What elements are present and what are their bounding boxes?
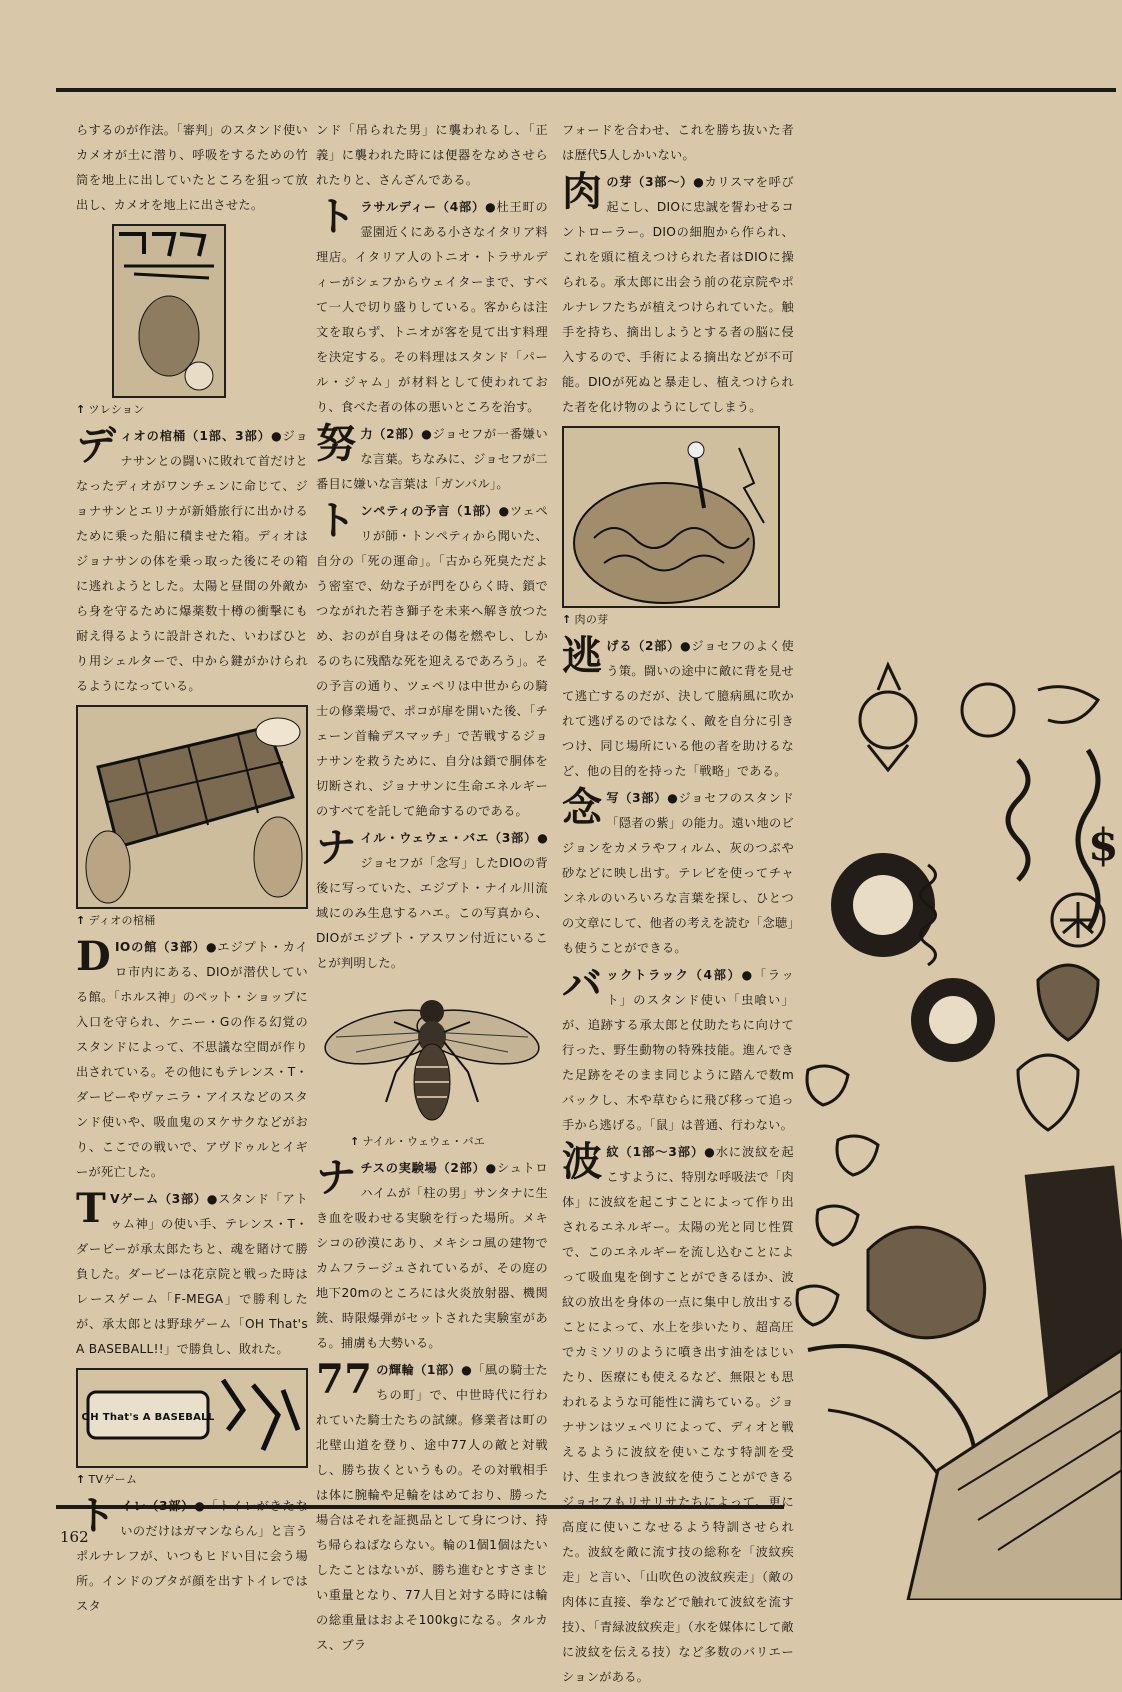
entry-heading: イル・ウェウェ・バエ（3部）● — [360, 831, 548, 845]
column-1 — [76, 118, 308, 1621]
entry-heading: 写（3部）● — [606, 791, 679, 805]
entry-tv-game — [76, 1187, 308, 1362]
entry-initial: 努 — [316, 420, 357, 467]
entry-dio-coffin — [76, 424, 308, 699]
figure-flesh-bud — [562, 426, 780, 608]
entry-initial: ナ — [316, 1154, 357, 1201]
entry-heading: 紋（1部〜3部）● — [606, 1145, 716, 1159]
entry-initial: 念 — [562, 784, 603, 831]
entry-body: 「ラット」のスタンド使い「虫喰い」が、追跡する承太郎と仗助たちに向けて行った、野生動物の特殊技能。進んできた足跡をそのまま同じように踏んで数mバックし、木や草むらに飛び移って追っ手から逃げる。「鼠」は普通、行わない。 — [562, 968, 795, 1132]
figure-tv-game — [76, 1368, 308, 1468]
entry-initial: 波 — [562, 1138, 603, 1185]
decorative-artwork — [788, 650, 1122, 1600]
top-rule — [56, 88, 1116, 92]
up-arrow-icon: ↑ — [76, 914, 86, 927]
game-logo-label: OH That's A BASEBALL — [81, 1412, 215, 1423]
entry-heading: ックトラック（4部）● — [606, 968, 754, 982]
up-arrow-icon: ↑ — [350, 1135, 360, 1148]
entry-initial: D — [76, 933, 111, 980]
entry-body: 「風の騎士たちの町」で、中世時代に行われていた騎士たちの試練。修業者は町の北壁山道を登り、途中77人の敵と対戦し、勝ち抜くというもの。その対戦相手は体に腕輪や足輪をはめており、勝った場合はそれを証拠品として身につけ、持ち帰らねばならない。輪の1個1個はたいしたことはないが、勝ち進むとすさまじい重量となり、77人目と対する時には輪の総重量はおよそ100kgになる。タルカス、ブラ — [316, 1363, 548, 1652]
entry-77-rings — [316, 1358, 548, 1658]
entry-initial: ナ — [316, 824, 357, 871]
column-3 — [562, 118, 794, 1692]
coffin-illustration-icon — [78, 707, 306, 907]
entry-backtrack — [562, 963, 794, 1138]
figure-caption: ↑ ナイル・ウェウェ・バエ — [350, 1135, 486, 1148]
entry-continuation: ンド「吊られた男」に襲われるし、「正義」に襲われた時には便器をなめさせられたりと、さんざんである。 — [316, 123, 548, 187]
entry-body: ツェペリが師・トンペティから聞いた、自分の「死の運命」。「古から死臭ただよう密室で、幼な子が門をひらく時、鎖でつながれた若き獅子を未来へ解き放つため、おのが自身はその傷を燃やし、しかるのちに残酷な死を迎えるであろう」。その予言の通り、ツェペリは中世からの騎士の修業場で、ポコが扉を開いた後、「チェーン首輪デスマッチ」で苦戦するジョナサンを救うために、自分は鎖で胴体を切断され、ジョナサンに生命エネルギーのすべてを託して絶命するのである。 — [316, 504, 548, 818]
figure-caption: ↑ ツレション — [76, 403, 145, 416]
entry-initial: ト — [316, 193, 357, 240]
entry-initial: 77 — [316, 1356, 373, 1403]
entry-initial: ト — [76, 1492, 117, 1539]
entry-continuation: フォードを合わせ、これを勝ち抜いた者は歴代5人しかいない。 — [562, 123, 794, 162]
entry-heading: 力（2部）● — [360, 427, 433, 441]
entry-initial: 肉 — [562, 168, 603, 215]
entry-doryoku — [316, 422, 548, 497]
figure-dio-coffin — [76, 705, 308, 909]
entry-continuation: らするのが作法。「審判」のスタンド使いカメオが土に潜り、呼吸をするための竹筒を地上に出していたところを狙って放出し、カメオを地上に出させた。 — [76, 123, 308, 212]
entry-heading: IOの館（3部）● — [115, 940, 218, 954]
entry-body: ジョセフが「念写」したDIOの背後に写っていた、エジプト・ナイル川流域にのみ生息するハエ。この写真から、DIOがエジプト・アスワン付近にいることが判明した。 — [316, 856, 548, 970]
figure-nile-fly — [316, 982, 548, 1132]
entry-hamon — [562, 1140, 794, 1690]
up-arrow-icon: ↑ — [562, 613, 572, 626]
figure-caption: ↑ 肉の芽 — [562, 613, 609, 626]
entry-heading: の輝輪（1部）● — [376, 1363, 473, 1377]
entry-body: 杜王町の霊園近くにある小さなイタリア料理店。イタリア人のトニオ・トラサルディーがシェフからウェイターまで、すべて一人で切り盛りしている。客からは注文を取らず、トニオが客を見て出す料理を決定する。その料理はスタンド「パール・ジャム」が材料として使われており、食べた者の体の悪いところを治す。 — [316, 200, 548, 414]
entry-body: ジョセフのよく使う策。闘いの途中に敵に背を見せて逃亡するのだが、決して臆病風に吹かれて逃げるのではなく、敵を自分に引きつけ、同じ場所にいる他の者を助けるなど、他の目的を持った「戦略」である。 — [562, 639, 794, 778]
entry-heading: Vゲーム（3部）● — [110, 1192, 219, 1206]
manga-panel-icon — [114, 226, 224, 396]
entry-body: 「トイレがきたないのだけはガマンならん」と言うポルナレフが、いつもヒドい目に会う場所。インドのブタが顔を出すトイレではスタ — [76, 1499, 309, 1613]
figure-tsureshon — [112, 224, 226, 398]
svg-text:$: $ — [1088, 820, 1119, 871]
entry-body: スタンド「アトゥム神」の使い手、テレンス・T・ダービーが承太郎たちと、魂を賭けて勝負した。ダービーは花京院と戦った時はレースゲーム「F-MEGA」で勝利したが、承太郎とは野球ゲーム「OH That's A BASEBALL!!」で勝負し、敗れた。 — [76, 1192, 308, 1356]
entry-body: 水に波紋を起こすように、特別な呼吸法で「肉体」に波紋を起こすことによって作り出されるエネルギー。太陽の光と同じ性質で、このエネルギーを流し込むことによって吸血鬼を倒すことができるほか、波紋の放出を身体の一点に集中し放出することによって、水上を歩いたり、超高圧でカミソリのように噴き出す油をはじいたり、医療にも使えるなど、無限とも思われるような可能性に満ちている。ジョナサンはツェペリによって、ディオと戦えるように波紋を使いこなす特訓を受け、生まれつき波紋を使うことができるジョセフもリサリサたちによって、更に高度に使いこなせるよう特訓させられた。波紋を敵に流す技の総称を「波紋疾走」と言い、「山吹色の波紋疾走」（敵の肉体に直接、拳などで触れて波紋を流す技）、「青緑波紋疾走」（水を媒体にして敵に波紋を伝える技）など多数のバリエーションがある。 — [562, 1145, 794, 1684]
figure-caption: ↑ ディオの棺桶 — [76, 914, 156, 927]
entry-initial: バ — [562, 961, 603, 1008]
entry-heading: げる（2部）● — [606, 639, 692, 653]
entry-body: ジョナサンとの闘いに敗れて首だけとなったディオがワンチェンに命じて、ジョナサンとエリナが新婚旅行に出かけるために乗った船に積ませた箱。ディオはジョナサンの体を乗っ取った後にその箱に逃れようとした。太陽と昼間の外敵から身を守るために爆薬数十樽の衝撃にも耐え得るように設計された、いわばひとり用シェルターで、中から鍵がかけられるようになっている。 — [76, 429, 308, 693]
entry-toilet — [76, 1494, 308, 1619]
up-arrow-icon: ↑ — [76, 1473, 86, 1486]
entry-dio-mansion — [76, 935, 308, 1185]
entry-heading: ンペティの予言（1部）● — [360, 504, 510, 518]
entry-heading: イレ（3部）● — [120, 1499, 206, 1513]
entry-body: エジプト・カイロ市内にある、DIOが潜伏している館。「ホルス神」のペット・ショップに入口を守られ、ケニー・Gの作る幻覚のスタンドによって、不思議な空間が作り出されている。その他にもテレンス・T・ダービーやヴァニラ・アイスなどのスタンド使いや、吸血鬼のヌケサクなどがおり、ここでの戦いで、アヴドゥルとイギーが死亡した。 — [76, 940, 308, 1179]
entry-body: シュトロハイムが「柱の男」サンタナに生き血を吸わせる実験を行った場所。メキシコの砂漠にあり、メキシコ風の建物でカムフラージュされているが、その庭の地下20mのところには火炎放射器、機関銃、時限爆弾がセットされた実験室がある。捕虜も大勢いる。 — [316, 1161, 548, 1350]
up-arrow-icon: ↑ — [76, 403, 86, 416]
entry-body: ジョセフが一番嫌いな言葉。ちなみに、ジョセフが二番目に嫌いな言葉は「ガンバル」。 — [316, 427, 548, 491]
entry-initial: ト — [316, 497, 357, 544]
entry-trussardi — [316, 195, 548, 420]
entry-heading: チスの実験場（2部）● — [360, 1161, 497, 1175]
entry-tonpetty-prophecy — [316, 499, 548, 824]
figure-caption: ↑ TVゲーム — [76, 1473, 138, 1486]
entry-escape — [562, 634, 794, 784]
entry-heading: ィオの棺桶（1部、3部）● — [120, 429, 283, 443]
page-number: 162 — [60, 1528, 89, 1546]
jojo-collage-icon — [788, 650, 1122, 1600]
entry-heading: の芽（3部〜）● — [606, 175, 705, 189]
entry-body: カリスマを呼び起こし、DIOに忠誠を誓わせるコントローラー。DIOの細胞から作られ、これを頭に植えつけられた者はDIOに操られる。承太郎に出会う前の花京院やポルナレフたちが植えつけられていた。触手を持ち、摘出しようとする者の脳に侵入するので、手術による摘出などが不可能。DIOが死ぬと暴走し、植えつけられた者を化け物のようにしてしまう。 — [562, 175, 794, 414]
game-screen-icon — [78, 1370, 306, 1466]
fly-icon — [316, 982, 548, 1132]
entry-nile-fly — [316, 826, 548, 976]
entry-initial: T — [76, 1185, 107, 1232]
brain-icon — [564, 428, 778, 606]
entry-nazi-lab — [316, 1156, 548, 1356]
entry-heading: ラサルディー（4部）● — [360, 200, 497, 214]
entry-initial: 逃 — [562, 632, 603, 679]
entry-initial: デ — [76, 422, 117, 469]
column-2 — [316, 118, 548, 1660]
entry-body: ジョセフのスタンド「隠者の紫」の能力。遠い地のビジョンをカメラやフィルム、灰のつぶや砂などに映し出す。テレビを使ってチャンネルのいろいろな言葉を探し、ひとつの文章にして、他者の考えを読む「念聴」も使うことができる。 — [562, 791, 794, 955]
entry-flesh-bud — [562, 170, 794, 420]
entry-nensha — [562, 786, 794, 961]
